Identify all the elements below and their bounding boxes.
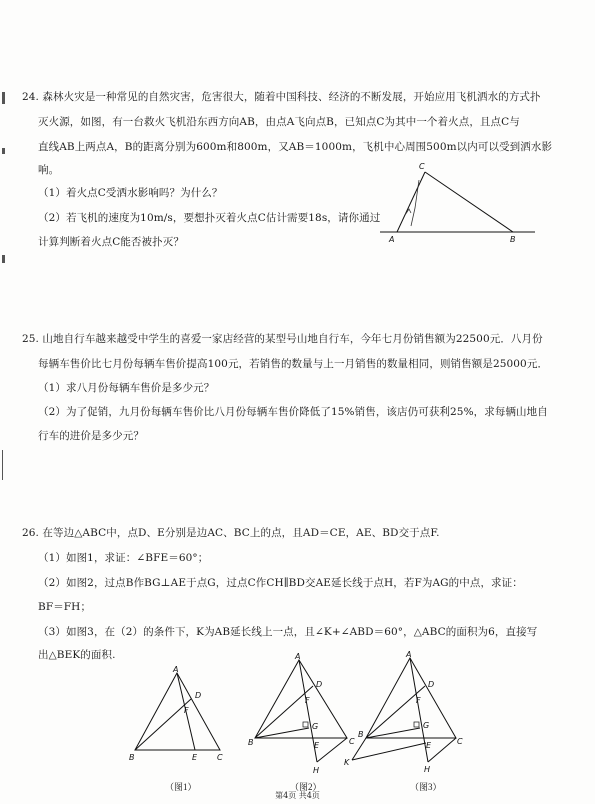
fig2-label-e: E bbox=[314, 741, 320, 750]
fig1-label-b: B bbox=[129, 753, 135, 762]
q25-line: 25. 山地自行车越来越受中学生的喜爱一家店经营的某型号山地自行车，今年七月份销售额为22500元．八月份 bbox=[22, 333, 543, 345]
fig3-label-g: G bbox=[423, 721, 430, 730]
margin-mark bbox=[2, 450, 3, 480]
q25-line: 行车的进价是多少元？ bbox=[38, 430, 144, 442]
q26-line: BF＝FH； bbox=[38, 601, 92, 613]
fig2-label-g: G bbox=[312, 722, 319, 731]
margin-mark bbox=[2, 92, 5, 104]
page-footer: 第4页 共4页 bbox=[275, 791, 320, 800]
fig3-label-h: H bbox=[424, 765, 431, 774]
fig1-label-c: C bbox=[217, 753, 223, 762]
q26-line: （2）如图2，过点B作BG⊥AE于点G，过点C作CH∥BD交AE延长线于点H，若F为AG的中点，求证： bbox=[38, 577, 523, 589]
margin-mark bbox=[2, 148, 5, 154]
fig3-caption: （图3） bbox=[410, 782, 442, 792]
q25-line: （1）求八月份每辆车售价是多少元？ bbox=[38, 382, 215, 394]
q25-line: （2）为了促销，九月份每辆车售价比八月份每辆车售价降低了15%销售，该店仍可获利25%，求每辆山地自 bbox=[38, 406, 548, 418]
q24-line: 响。 bbox=[38, 164, 60, 176]
fig3-label-c: C bbox=[457, 737, 463, 746]
fig3-label-e: E bbox=[426, 741, 432, 750]
fig3-label-b: B bbox=[358, 730, 364, 739]
q24-figure bbox=[375, 160, 540, 245]
fig3-label-a: A bbox=[406, 650, 412, 659]
margin-mark bbox=[2, 255, 5, 263]
q24-line: 计算判断着火点C能否被扑灭？ bbox=[38, 236, 184, 248]
q26-figure-1 bbox=[125, 665, 230, 765]
q25-line: 每辆车售价比七月份每辆车售价提高100元，若销售的数量与上一月销售的数量相同，则销售额是25000元． bbox=[38, 358, 549, 370]
q26-figure-3 bbox=[340, 648, 465, 778]
fig3-label-k: K bbox=[344, 758, 350, 767]
q24-line: 24. 森林火灾是一种常见的自然灾害，危害很大，随着中国科技、经济的不断发展，开始应用飞机洒水的方式扑 bbox=[22, 91, 541, 103]
fig2-label-h: H bbox=[313, 766, 320, 775]
q24-label-c: C bbox=[419, 162, 425, 171]
fig2-label-c: C bbox=[349, 737, 355, 746]
fig1-label-a: A bbox=[173, 665, 179, 674]
fig1-label-f: F bbox=[184, 706, 189, 715]
fig3-label-d: D bbox=[428, 680, 435, 689]
fig2-label-d: D bbox=[316, 680, 323, 689]
fig2-label-f: F bbox=[305, 696, 310, 705]
fig1-label-e: E bbox=[192, 753, 198, 762]
fig2-label-a: A bbox=[295, 652, 301, 661]
q24-line: 灭火源，如图，有一台救火飞机沿东西方向AB，由点A飞向点B，已知点C为其中一个着火点，且点C与 bbox=[38, 116, 520, 128]
q24-line: （1）着火点C受洒水影响吗？为什么？ bbox=[38, 187, 223, 199]
q26-line: 26. 在等边△ABC中，点D、E分别是边AC、BC上的点，且AD＝CE，AE、BD交于点F. bbox=[22, 527, 440, 539]
q26-line: （1）如图1，求证：∠BFE＝60°； bbox=[38, 552, 209, 564]
fig2-label-b: B bbox=[248, 738, 254, 747]
q26-line: 出△BEK的面积. bbox=[38, 649, 116, 661]
fig1-label-d: D bbox=[195, 691, 202, 700]
fig2-caption: （图2） bbox=[290, 782, 322, 792]
q24-label-b: B bbox=[510, 235, 516, 244]
fig1-caption: （图1） bbox=[165, 782, 197, 792]
q26-line: （3）如图3，在（2）的条件下，K为AB延长线上一点，且∠K+∠ABD＝60°，△ABC的面积为6，直接写 bbox=[38, 626, 538, 638]
fig3-label-f: F bbox=[416, 696, 421, 705]
q24-label-a: A bbox=[389, 235, 395, 244]
q24-line: （2）若飞机的速度为10m/s，要想扑灭着火点C估计需要18s，请你通过 bbox=[38, 212, 381, 224]
q24-line: 直线AB上两点A，B的距离分别为600m和800m，又AB＝1000m，飞机中心周围500m以内可以受到洒水影 bbox=[38, 141, 553, 153]
